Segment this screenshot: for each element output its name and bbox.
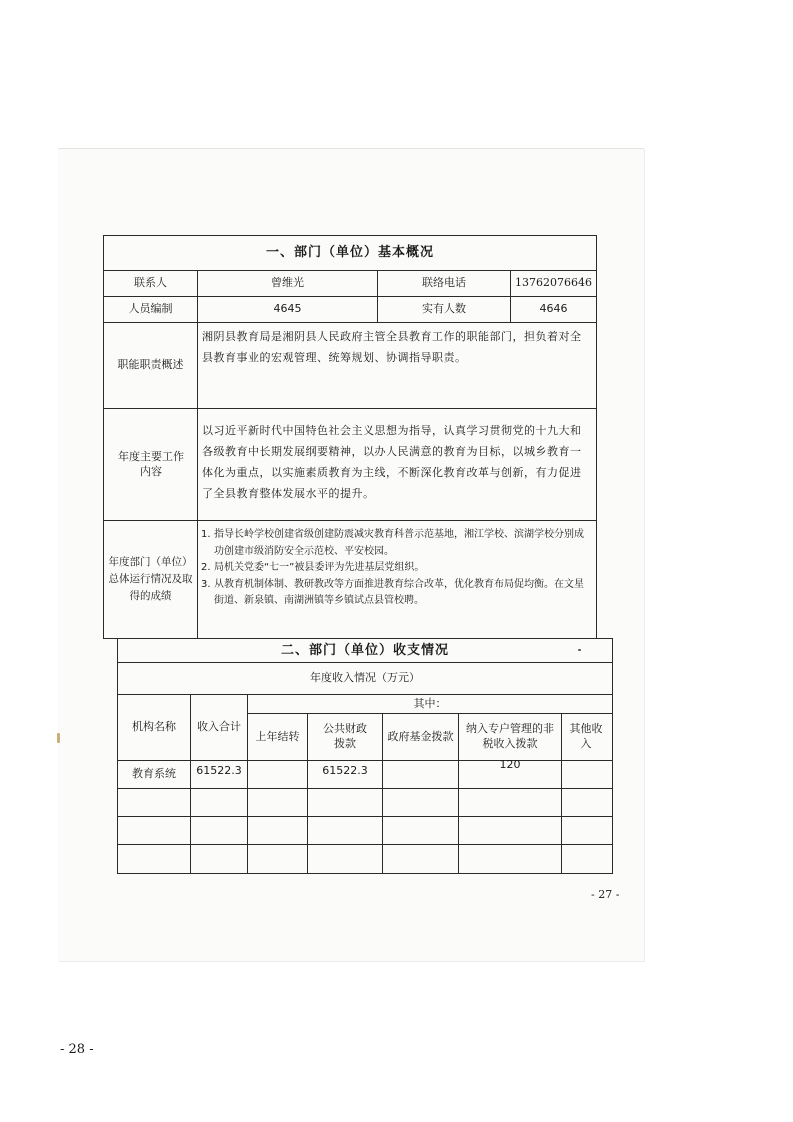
row-nontax bbox=[459, 817, 561, 844]
table-rule bbox=[612, 638, 613, 873]
duties-text: 湘阴县教育局是湘阴县人民政府主管全县教育工作的职能部门，担负着对全县教育事业的宏观管理、统筹规划、协调指导职责。 bbox=[202, 330, 582, 364]
row-public bbox=[308, 817, 382, 844]
results-item bbox=[201, 577, 593, 610]
row-org: 教育系统 bbox=[132, 767, 176, 781]
row-prev bbox=[248, 761, 307, 788]
header-other-income: 其他收入 bbox=[569, 722, 603, 750]
row-org bbox=[118, 789, 190, 816]
results-item-number: 3. bbox=[201, 578, 211, 590]
binding-mark bbox=[57, 733, 60, 743]
header-prev-year-balance: 上年结转 bbox=[255, 729, 300, 743]
row-total bbox=[191, 789, 247, 816]
row-other bbox=[562, 817, 612, 844]
row-nontax bbox=[459, 845, 561, 873]
row-other bbox=[562, 761, 612, 788]
row-public bbox=[308, 845, 382, 873]
results-item bbox=[201, 527, 593, 560]
header-total-income: 收入合计 bbox=[197, 720, 241, 734]
contact-value: 曾维光 bbox=[271, 276, 304, 290]
results-item-number: 2. bbox=[201, 562, 211, 573]
contact-label: 联系人 bbox=[134, 276, 167, 290]
row-other bbox=[562, 789, 612, 816]
row-fund bbox=[383, 761, 458, 788]
results-item bbox=[201, 560, 593, 577]
results-item-text: 局机关党委“七一”被县委评为先进基层党组织。 bbox=[214, 562, 425, 573]
row-nontax bbox=[459, 789, 561, 816]
income-subtitle: 年度收入情况（万元） bbox=[310, 671, 420, 685]
row-fund bbox=[383, 817, 458, 844]
phone-label: 联络电话 bbox=[422, 276, 466, 290]
section-two-title: 二、部门（单位）收支情况 bbox=[280, 642, 449, 658]
row-fund bbox=[383, 789, 458, 816]
results-item-text: 从教育机制体制、教研教改等方面推进教育综合改革，优化教育布局促均衡。在文星街道、新泉镇、南湖洲镇等乡镇试点县管校聘。 bbox=[214, 578, 584, 606]
row-public bbox=[308, 789, 382, 816]
scan-speck bbox=[578, 649, 581, 651]
duties-label: 职能职责概述 bbox=[117, 358, 184, 372]
annual-work-label: 年度主要工作内容 bbox=[118, 449, 184, 478]
actual-staff-label: 实有人数 bbox=[422, 302, 466, 316]
inner-page-number: - 27 - bbox=[591, 888, 620, 901]
header-org-name: 机构名称 bbox=[132, 720, 176, 734]
row-prev bbox=[248, 789, 307, 816]
header-non-tax-special: 纳入专户管理的非税收入拨款 bbox=[466, 722, 554, 750]
annual-work-text: 以习近平新时代中国特色社会主义思想为指导，认真学习贯彻党的十九大和各级教育中长期发展纲要精神，以办人民满意的教育为目标，以城乡教育一体化为重点，以实施素质教育为主线，不断深化教育改革与创新，有力促进了全县教育整体发展水平的提升。 bbox=[202, 424, 582, 500]
results-item-number: 1. bbox=[201, 529, 211, 540]
table-rule bbox=[596, 235, 597, 638]
phone-value: 13762076646 bbox=[515, 276, 592, 290]
staff-quota-label: 人员编制 bbox=[128, 302, 173, 316]
actual-staff-value: 4646 bbox=[539, 302, 568, 316]
row-other bbox=[562, 845, 612, 873]
header-public-finance: 公共财政拨款 bbox=[323, 722, 367, 750]
section-one-title: 一、部门（单位）基本概况 bbox=[265, 245, 434, 261]
row-prev bbox=[248, 817, 307, 844]
staff-quota-value: 4645 bbox=[273, 302, 302, 316]
row-total bbox=[191, 845, 247, 873]
row-total: 61522.3 bbox=[196, 764, 242, 777]
table-rule bbox=[117, 873, 613, 874]
row-org bbox=[118, 845, 190, 873]
row-org bbox=[118, 817, 190, 844]
results-item-text: 指导长岭学校创建省级创建防震减灾教育科普示范基地，湘江学校、滨湖学校分别成功创建市级消防安全示范校、平安校园。 bbox=[214, 529, 584, 557]
results-label: 年度部门（单位）总体运行情况及取得的成绩 bbox=[108, 556, 193, 602]
row-nontax: 120 bbox=[499, 757, 521, 771]
table-rule bbox=[197, 270, 198, 638]
row-fund bbox=[383, 845, 458, 873]
outer-page-number: - 28 - bbox=[60, 1042, 94, 1057]
row-public: 61522.3 bbox=[322, 764, 368, 777]
row-prev bbox=[248, 845, 307, 873]
header-gov-fund: 政府基金拨款 bbox=[387, 729, 454, 743]
header-of-which: 其中： bbox=[413, 696, 447, 710]
row-total bbox=[191, 817, 247, 844]
results-list bbox=[201, 527, 593, 610]
